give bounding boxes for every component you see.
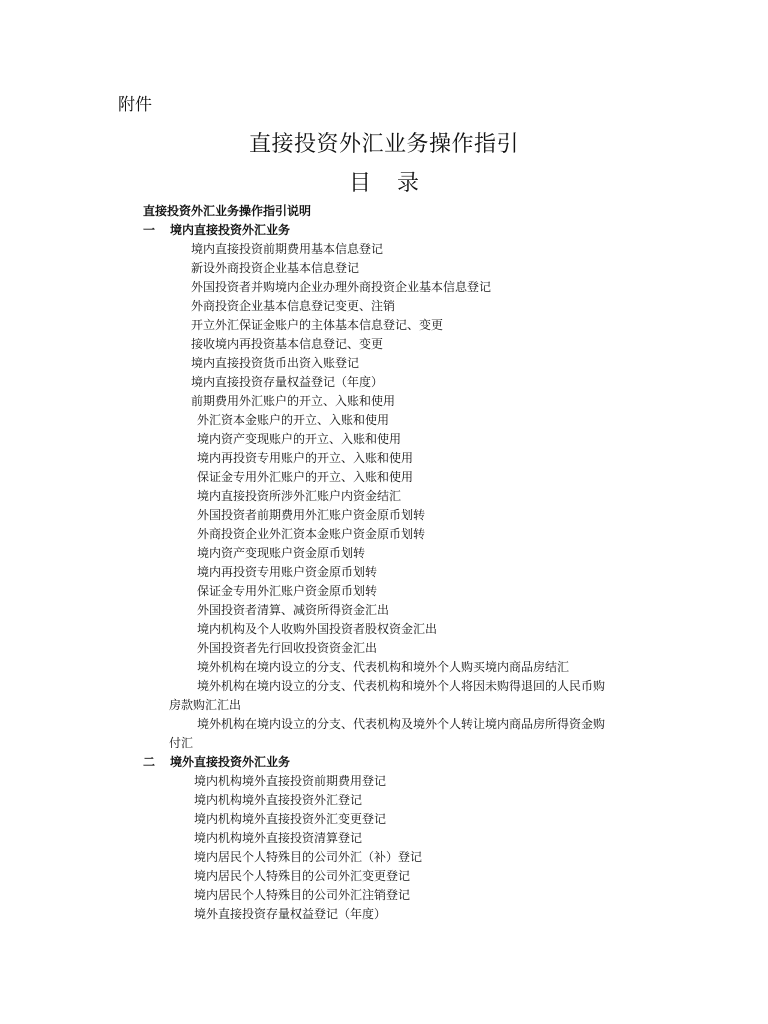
toc-item[interactable]: 外商投资企业基本信息登记变更、注销 <box>191 299 396 313</box>
toc-item[interactable]: 新设外商投资企业基本信息登记 <box>191 261 360 275</box>
toc-item[interactable]: 境内机构境外直接投资外汇变更登记 <box>194 812 387 826</box>
annex-label: 附件 <box>118 95 152 115</box>
toc-item[interactable]: 境外机构在境内设立的分支、代表机构和境外个人购买境内商品房结汇 <box>197 660 570 674</box>
toc-item-wrapped-line-2[interactable]: 房款购汇汇出 <box>169 698 242 712</box>
toc-item[interactable]: 境内居民个人特殊目的公司外汇（补）登记 <box>194 850 423 864</box>
toc-item[interactable]: 境内机构境外直接投资前期费用登记 <box>194 774 387 788</box>
toc-item[interactable]: 境内机构境外直接投资清算登记 <box>194 831 363 845</box>
toc-item[interactable]: 境内直接投资货币出资入账登记 <box>191 356 360 370</box>
toc-item[interactable]: 境内直接投资存量权益登记（年度） <box>191 375 384 389</box>
toc-item[interactable]: 境内居民个人特殊目的公司外汇变更登记 <box>194 869 411 883</box>
section-1-heading[interactable] <box>143 222 290 238</box>
toc-item[interactable]: 境内机构境外直接投资外汇登记 <box>194 793 363 807</box>
toc-item[interactable]: 外国投资者并购境内企业办理外商投资企业基本信息登记 <box>191 280 492 294</box>
toc-item[interactable]: 外国投资者前期费用外汇账户资金原币划转 <box>197 508 426 522</box>
document-title: 直接投资外汇业务操作指引 <box>248 132 519 157</box>
toc-item[interactable]: 开立外汇保证金账户的主体基本信息登记、变更 <box>191 318 444 332</box>
toc-item[interactable]: 境内直接投资所涉外汇账户内资金结汇 <box>197 489 402 503</box>
toc-item[interactable]: 境内居民个人特殊目的公司外汇注销登记 <box>194 888 411 902</box>
section-2-title: 境外直接投资外汇业务 <box>170 755 291 769</box>
toc-item[interactable]: 外汇资本金账户的开立、入账和使用 <box>197 413 390 427</box>
section-1-number: 一 <box>143 223 156 237</box>
toc-intro-entry[interactable]: 直接投资外汇业务操作指引说明 <box>143 204 312 218</box>
toc-item[interactable]: 保证金专用外汇账户的开立、入账和使用 <box>197 470 414 484</box>
toc-item[interactable]: 境内资产变现账户的开立、入账和使用 <box>197 432 402 446</box>
toc-item[interactable]: 境内再投资专用账户的开立、入账和使用 <box>197 451 414 465</box>
toc-item[interactable]: 境内再投资专用账户资金原币划转 <box>197 565 378 579</box>
toc-item[interactable]: 外国投资者清算、减资所得资金汇出 <box>197 603 390 617</box>
toc-item[interactable]: 境内机构及个人收购外国投资者股权资金汇出 <box>197 622 438 636</box>
toc-item[interactable]: 外国投资者先行回收投资资金汇出 <box>197 641 378 655</box>
toc-item[interactable]: 前期费用外汇账户的开立、入账和使用 <box>191 394 396 408</box>
section-1-title: 境内直接投资外汇业务 <box>170 223 291 237</box>
toc-item[interactable]: 外商投资企业外汇资本金账户资金原币划转 <box>197 527 426 541</box>
toc-item[interactable]: 境内资产变现账户资金原币划转 <box>197 546 366 560</box>
toc-item-wrapped-line-1[interactable]: 境外机构在境内设立的分支、代表机构和境外个人将因未购得退回的人民币购 <box>197 679 606 693</box>
toc-heading-right: 录 <box>397 171 420 196</box>
section-2-heading[interactable] <box>143 754 290 770</box>
toc-item[interactable]: 保证金专用外汇账户资金原币划转 <box>197 584 378 598</box>
toc-heading <box>0 170 768 198</box>
toc-item[interactable]: 境外直接投资存量权益登记（年度） <box>194 907 387 921</box>
toc-item-wrapped-line-1[interactable]: 境外机构在境内设立的分支、代表机构及境外个人转让境内商品房所得资金购 <box>197 717 606 731</box>
section-2-number: 二 <box>143 755 156 769</box>
toc-item[interactable]: 接收境内再投资基本信息登记、变更 <box>191 337 384 351</box>
toc-item[interactable]: 境内直接投资前期费用基本信息登记 <box>191 242 384 256</box>
toc-item-wrapped-line-2[interactable]: 付汇 <box>169 736 194 750</box>
toc-heading-left: 目 <box>348 171 371 196</box>
